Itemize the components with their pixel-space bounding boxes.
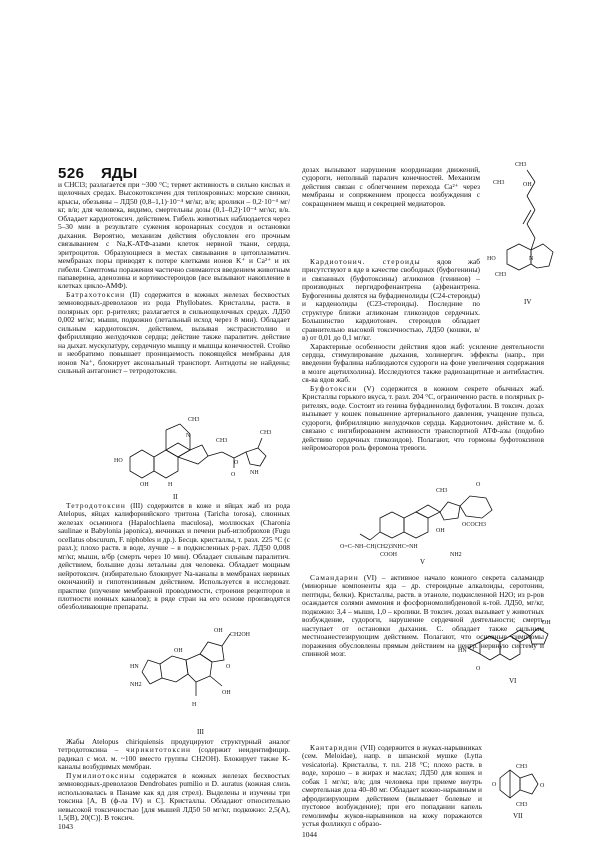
atom-label: HO <box>114 458 123 464</box>
atom-label: HN <box>458 648 467 654</box>
term: Самандарин <box>310 573 359 582</box>
paragraph-chiriquitoxin <box>58 738 290 772</box>
term: Кардиотонич. стероиды <box>310 257 421 266</box>
paragraph-text: ядов жаб присутствуют в яде в качестве свободных (буфогенины) и связанных (буфотоксины) агликонов (генинов) – производных пергидрофенантрена (a)фенантрена. Буфогенины делятся на буфадиенолиды (C24-стероиды) и карденолиды (C23-стероиды). Последние по структуре близки агликонам гликозидов сердечных. Большинство кардиотонич. стероидов обладает сравнительно высокой токсичностью, ЛД50 (кошки, в/в) от 0,01 до 0,1 мг/кг. <box>302 257 480 343</box>
left-column-lower <box>58 502 290 612</box>
footer-right-number: 1044 <box>302 830 317 839</box>
right-column-top <box>302 166 480 208</box>
atom-label: CH3 <box>216 438 228 444</box>
atom-label: OH <box>523 182 532 188</box>
footer-left-number: 1043 <box>58 822 73 831</box>
atom-label: COOH <box>380 552 398 557</box>
atom-label: OH <box>436 528 445 534</box>
term: Батрахотоксин <box>66 289 126 299</box>
right-column-body <box>302 258 544 452</box>
atom-label: HO <box>487 256 496 262</box>
atom-label: OH <box>214 628 223 634</box>
atom-label: CH3 <box>493 180 505 186</box>
structure-label-iii: III <box>197 728 204 736</box>
structure-ii <box>110 412 290 492</box>
atom-label: CH3 <box>515 162 527 168</box>
atom-label: NH <box>250 470 259 476</box>
atom-label: HN <box>130 664 139 670</box>
atom-label: O <box>476 666 481 672</box>
paragraph-text: (VI) – активное начало кожного секрета саламандр (минорные компоненты яда – др. стероидные алкалоиды, серотонин, пептиды, белки). Кристаллы, раств. в этаноле, подкисленной H2O; из р-ров осаждается солями аммония и фосфорномолибденовой к-той. ЛД50, мг/кг, подкожно: 3,4 – мыши, 1,0 – кролики. В токсич. дозах вызывает у животных возбуждение, судороги, нарушение сердечной деятельности; смерть наступает от остановки дыхания. С. обладает также сильным местноанестезирующим действием. Полагают, что основные симптомы поражения обусловлены прямым действием на центр. нервную систему и спинной мозг. <box>302 573 544 659</box>
atom-label: O <box>476 482 481 488</box>
atom-label: O <box>231 472 236 478</box>
atom-label: N <box>529 256 534 262</box>
atom-label: N <box>186 433 191 439</box>
atom-label: OH <box>140 482 149 488</box>
paragraph: дозах вызывают нарушения координации движений, судороги, неполный паралич конечностей. Механизм действия связан с облегчением перехода Ca²⁺ через мембраны и сопряжением процесса возбуждения с сокращением мышц и секрецией медиаторов. <box>302 165 480 208</box>
atom-label: O <box>492 782 497 788</box>
atom-label: OH <box>542 620 551 626</box>
structure-vi <box>458 612 558 682</box>
term: Кантаридин <box>310 743 358 752</box>
atom-label: CH3 <box>495 272 507 278</box>
atom-label: H <box>168 482 173 488</box>
paragraph-text: (VII) содержится в жуках-нарывниках (сем. Meloidae), напр. в шпанской мушке (Lytta vesicatoria). Кристаллы, т. пл. 218 °С; плохо раств. в воде, хорошо – в жирах и маслах; ЛД50 для кошек и собак 1 мг/кг, в/в; для человека при приеме внутрь смертельная доза 40–80 мг. Обладает кожно-нарывным и афродизирующим действием (вызывает болевые и пустовое возбуждение); при его попадании капель гемолимфы жуков-нарывников на кожу поражаются устья фолликул с образо- <box>302 743 482 829</box>
structure-v <box>340 472 540 557</box>
paragraph-batrachotoxin <box>58 291 290 376</box>
structure-iii <box>130 624 250 714</box>
paragraph-text: (III) содержится в коже и яйцах жаб из рода Atelopus, яйцах калифорнийского тритона (Taricha torosa), слюнных железах осьминога (Hapalochlaena maculosa), моллюсках (Charonia saulinae и Babylonia japonica), яичниках и печени рыб-иглобрюхов (Fugu ocellatus obscurum, F. niphobles и др.). Бесцв. кристаллы, т. разл. 225 °С (с разл.); плохо раств. в воде, лучше – в подкисленных р-рах. ЛД50 0,008 мг/кг, мыши, в/бр (смерть через 10 мин). Обладает сильным паралитич. действием, большие дозы летальны для человека. Обладает мощным нейротоксич. (избирательно блокирует Na-каналы в мембранах нервных окончаний) и гипотензивным действием. Используется в исследоват. практике (изучение мембранной проводимости, строения рецепторов и плотности ионных каналов); в ряде стран на его основе производятся обезболивающие препараты. <box>58 501 290 612</box>
structure-label-ii: II <box>173 493 178 501</box>
structure-ii-drawing <box>110 412 290 492</box>
atom-label: CH3 <box>436 488 448 494</box>
atom-label: CH2OH <box>230 632 250 638</box>
paragraph-text: Жабы Atelopus chiriquiensis продуцируют структурный аналог тетродотоксина – <box>58 737 290 755</box>
atom-label: CH3 <box>260 430 272 436</box>
structure-label-iv: IV <box>524 298 532 306</box>
structure-label-vii: VII <box>513 812 523 820</box>
paragraph: и CHCl3; разлагается при ~300 °С; теряет активность в сильно кислых и щелочных средах. Высокотоксичен для теплокровных: морские свинки, крысы, обезьяны – ЛД50 (0,8–1,1)·10⁻⁴ мг/кг, в/в; кролики – 0,2·10⁻⁴ мг/кг, в/в; для человека, видимо, смертельны дозы (0,1–0,2)·10⁻⁴ мг/кг, в/в. Обладает кардиотоксич. действием. Гибель животных наблюдается через 5–30 мин в результате сужения коронарных сосудов и остановки дыхания. Вероятно, механизм действия обусловлен его прочным связыванием с Na,K-АТФ-азами клеток нервной ткани, сердца, эритроцитов. Образующиеся в местах связывания в цитоплазматич. мембранах поры приводят к потере клетками ионов K⁺ и Ca²⁺ и их гибели. Симптомы поражения частично снимаются введением животным папаверина, аденозина и кортикостероидов (все вызывают накопление в клетках цикло-АМФ). <box>58 180 290 291</box>
term: Буфотоксин <box>310 383 358 393</box>
paragraph-text: содержатся в кожных железах бесхвостых земноводных-древолазов Dendrobates pumilio и D. auratus (кожная слизь использовалась в Панаме как яд для стрел). Выделены и изучены три токсина [A, B (ф-ла IV) и C]. Кристаллы. Обладают относительно невысокой токсичностью [для мышей ЛД50 50 мг/кг, подкожно: 2,5(A), 1,5(B), 20(C)]. В токсич. <box>58 770 290 823</box>
structure-label-v: V <box>420 558 426 566</box>
paragraph-features: Характерные особенности действия ядов жаб: усиление деятельности сердца, стимулирование дыхания, холинергич. эффекты (напр., при введении буфалина наблюдаются судороги на фоне увеличения содержания в мозге ацетилхолина). Исследуются также радиозащитные и антибластич. св-ва ядов жаб. <box>302 341 544 385</box>
page-number: 526 <box>58 165 85 182</box>
structure-vi-drawing <box>458 612 558 682</box>
paragraph-cantharidin <box>302 744 482 829</box>
atom-label: NH2 <box>450 552 462 557</box>
left-column <box>58 181 290 375</box>
structure-iii-drawing <box>130 624 250 714</box>
paragraph-tetrodotoxin <box>58 502 290 612</box>
paragraph-text: (V) содержится в кожном секрете обычных жаб. Кристаллы горького вкуса, т. разл. 204 °С, ограниченно раств. в полярных р-рителях, воде. Состоит из генина буфадиенолид буфоталин. В токсич. дозах вызывает у кошек повышение артериального давления, учащение пульса, судороги, фибрилляцию желудочков сердца. Кардиотонич. действие м. б. связано с ингибированием активности транспортной АТФ-азы (подобно действию сердечных гликозидов). Полагают, что гормоны буфотоксинов нейромоаторов роль феромона тревоги. <box>302 383 544 452</box>
atom-label: OH <box>174 648 183 654</box>
structure-v-drawing <box>340 472 540 557</box>
paragraph-pumiliotoxins <box>58 772 290 823</box>
term: Тетродотоксин <box>66 501 126 510</box>
structure-label-vi: VI <box>509 677 517 685</box>
paragraph-text: (содержит неидентифицир. радикал с мол. м. ~100 вместо группы CH2OH). Блокирует также K-каналы возбудимых мембран. <box>58 745 290 772</box>
atom-label: O <box>234 460 239 466</box>
atom-label: CH3 <box>516 802 528 808</box>
structure-vii-drawing <box>492 760 552 810</box>
atom-label: OCOCH3 <box>462 522 487 528</box>
atom-label: CH3 <box>516 764 528 770</box>
atom-label: NH2 <box>130 682 142 688</box>
left-column-bottom <box>58 738 290 823</box>
paragraph-bufotoxin <box>302 385 544 453</box>
term: чирикитотоксин <box>125 745 191 755</box>
paragraph-text: (II) содержится в кожных железах бесхвостых земноводных-древолазов из рода Phyllobates. Кристаллы, раств. в полярных орг. р-рителях; разлагается в сильнощелочных средах. ЛД50 0,002 мг/кг, мыши, подкожно (летальный исход через 8 мин). Обладает сильным кардиотоксич. действием, вызывая экстрасистолию и фибрилляцию желудочков сердца; действие также паралитич. действие на дыхат. мускулатуру, сердечную мышцу и мышцы конечностей. Стойко и необратимо повышает проницаемость покоящейся мембраны для ионов Na⁺, блокирует аксональный транспорт. Антидоты не найдены; сильный антагонист – тетродотоксин. <box>58 289 290 375</box>
atom-label: OH <box>222 690 231 696</box>
atom-label: H <box>192 702 197 708</box>
paragraph-cardiotonic <box>302 258 480 343</box>
atom-label: CH3 <box>188 417 200 423</box>
atom-label: O=C–NH–CH(CH2)3NHC=NH <box>340 544 418 550</box>
page-title: ЯДЫ <box>100 165 138 182</box>
atom-label: O <box>540 783 545 789</box>
atom-label: O <box>226 664 231 670</box>
structure-vii <box>492 760 552 810</box>
term: Пумилиотоксины <box>66 770 136 780</box>
